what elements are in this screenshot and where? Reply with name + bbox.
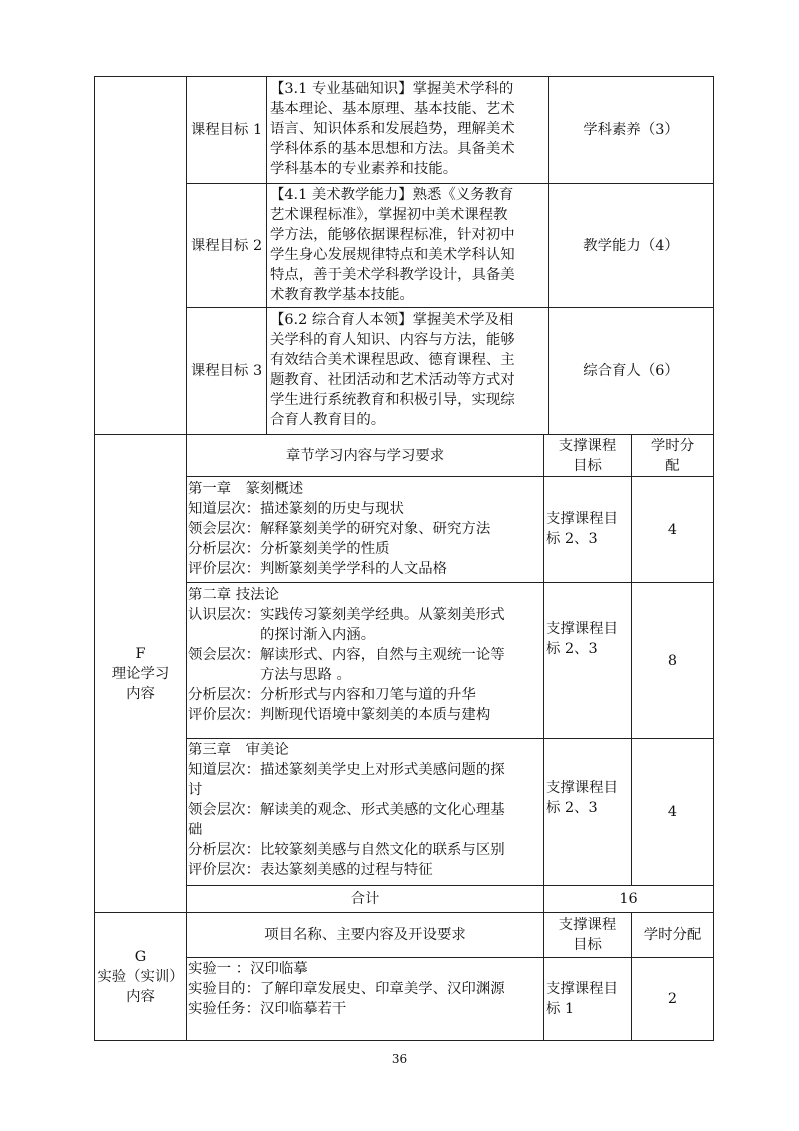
section-code: F [135, 645, 146, 662]
text-line: 学科体系的基本思想和方法。具备美术 [270, 141, 515, 157]
experiment-content-header [187, 913, 543, 957]
rule [266, 76, 267, 435]
total-label [187, 886, 543, 912]
text-line: 标 2、3 [546, 800, 598, 816]
text-line: 学科基本的专业素养和技能。 [270, 161, 458, 177]
text-line: 题教育、社团活动和艺术活动等方式对 [270, 372, 515, 388]
chapter-content [188, 585, 505, 725]
hours-value: 4 [667, 521, 678, 538]
header-text: 项目名称、主要内容及开设要求 [264, 927, 466, 943]
graduation-requirement [549, 77, 713, 183]
chapter-support [546, 619, 618, 659]
text-line: 评价层次：判断篆刻美学学科的人文品格 [188, 561, 448, 577]
chapter-hours [632, 739, 713, 885]
text-line: 学方法，能够依据课程标准，针对初中 [270, 227, 515, 243]
hours-value: 2 [667, 991, 678, 1007]
chapter-content [188, 740, 505, 880]
section-g-label [95, 913, 186, 1040]
chapter-title: 第三章 审美论 [188, 742, 289, 758]
text-line: 标 2、3 [546, 531, 598, 547]
section-title: 内容 [126, 988, 155, 1005]
text-line: 术教育教学基本技能。 [270, 287, 414, 303]
experiment-support [546, 979, 618, 1019]
text-line: 领会层次：解释篆刻美学的研究对象、研究方法 [188, 521, 491, 537]
experiment-content [188, 959, 505, 1019]
text-line: 领会层次：解读形式、内容，自然与主观统一论等 [188, 647, 505, 663]
text-line: 有效结合美术课程思政、德育课程、主 [270, 352, 515, 368]
chapter-title: 第二章 技法论 [188, 587, 279, 603]
graduation-requirement [549, 184, 713, 307]
experiment-hours-header [632, 913, 713, 957]
chapter-hours [632, 477, 713, 582]
experiment-support-header [544, 913, 631, 957]
hours-column-header [632, 435, 713, 476]
experiment-hours [632, 958, 713, 1040]
text-line: 学生进行系统教育和积极引导，实现综 [270, 392, 515, 408]
header-text: 学时分配 [643, 927, 702, 943]
course-goal-label [187, 77, 266, 183]
text-line: 方法与思路 。 [188, 667, 351, 683]
course-goal-description [270, 185, 515, 305]
text-line: 讨 [188, 782, 203, 798]
total-value-text: 16 [619, 891, 638, 907]
course-goal-description [270, 79, 515, 179]
text-line: 分析层次：分析篆刻美学的性质 [188, 541, 390, 557]
chapter-title: 第一章 篆刻概述 [188, 481, 304, 497]
text-line: 关学科的育人知识、内容与方法，能够 [270, 332, 515, 348]
text-line: 分析层次：分析形式与内容和刀笔与道的升华 [188, 687, 476, 703]
rule [94, 1040, 714, 1041]
text-line: 础 [188, 822, 203, 838]
header-text: 支撑课程 [558, 917, 617, 933]
hours-value: 4 [667, 804, 678, 820]
requirement-text: 教学能力（4） [583, 237, 679, 254]
course-goal-label [187, 308, 266, 434]
section-f-label [95, 435, 186, 912]
text-line: 评价层次：表达篆刻美感的过程与特征 [188, 862, 433, 878]
course-goal-label [187, 184, 266, 307]
text-line: 标 1 [546, 1001, 575, 1017]
text-line: 标 2、3 [546, 641, 598, 657]
text-line: 认识层次：实践传习篆刻美学经典。从篆刻美形式 [188, 607, 505, 623]
chapter-content [188, 479, 490, 579]
text-line: 的探讨渐入内涵。 [188, 627, 376, 643]
course-goal-description [270, 310, 515, 430]
header-text: 支撑课程 [558, 437, 617, 454]
text-line: 支撑课程目 [546, 511, 618, 527]
chapter-hours [632, 583, 713, 738]
text-line: 分析层次：比较篆刻美感与自然文化的联系与区别 [188, 842, 505, 858]
text-line: 艺术课程标准》，掌握初中美术课程教 [270, 207, 508, 223]
hours-value: 8 [667, 652, 678, 669]
experiment-title: 实验一 ：汉印临摹 [188, 961, 308, 977]
section-code: G [134, 948, 147, 965]
header-text: 目标 [573, 937, 602, 953]
rule [713, 76, 714, 1041]
text-line: 合育人教育目的。 [270, 412, 386, 428]
text-line: 【6.2 综合育人本领】掌握美术学及相 [270, 312, 514, 328]
total-value [544, 886, 713, 912]
support-column-header [544, 435, 631, 476]
header-text: 配 [665, 457, 680, 474]
content-column-header [187, 435, 543, 476]
text-line: 学生身心发展规律特点和美术学科认知 [270, 247, 515, 263]
text-line: 支撑课程目 [546, 981, 618, 997]
goal-label-text: 课程目标 1 [190, 122, 263, 138]
section-title: 理论学习 [111, 665, 170, 682]
text-line: 实验目的：了解印章发展史、印章美学、汉印渊源 [188, 981, 505, 997]
text-line: 【4.1 美术教学能力】熟悉《义务教育 [270, 187, 514, 203]
text-line: 领会层次：解读美的观念、形式美感的文化心理基 [188, 802, 505, 818]
requirement-text: 综合育人（6） [583, 363, 679, 379]
text-line: 语言、知识体系和发展趋势，理解美术 [270, 121, 515, 137]
text-line: 知道层次：描述篆刻美学史上对形式美感问题的探 [188, 762, 505, 778]
text-line: 【3.1 专业基础知识】掌握美术学科的 [270, 81, 514, 97]
text-line: 基本理论、基本原理、基本技能、艺术 [270, 101, 515, 117]
chapter-support [546, 509, 618, 549]
section-title: 实验（实训） [97, 968, 184, 985]
header-text: 目标 [573, 457, 602, 474]
graduation-requirement [549, 308, 713, 434]
text-line: 评价层次：判断现代语境中篆刻美的本质与建构 [188, 707, 491, 723]
requirement-text: 学科素养（3） [583, 122, 679, 138]
text-line: 支撑课程目 [546, 780, 618, 796]
page-number: 36 [391, 1052, 408, 1066]
text-line: 实验任务：汉印临摹若干 [188, 1001, 347, 1017]
text-line: 特点，善于美术学科教学设计，具备美 [270, 267, 515, 283]
goal-label-text: 课程目标 3 [190, 363, 263, 379]
section-title: 内容 [126, 685, 155, 702]
header-text: 学时分 [650, 437, 695, 454]
text-line: 支撑课程目 [546, 621, 618, 637]
header-text: 章节学习内容与学习要求 [285, 447, 445, 464]
text-line: 知道层次：描述篆刻的历史与现状 [188, 501, 404, 517]
total-label-text: 合计 [350, 891, 380, 907]
goal-label-text: 课程目标 2 [190, 237, 263, 254]
chapter-support [546, 778, 618, 818]
